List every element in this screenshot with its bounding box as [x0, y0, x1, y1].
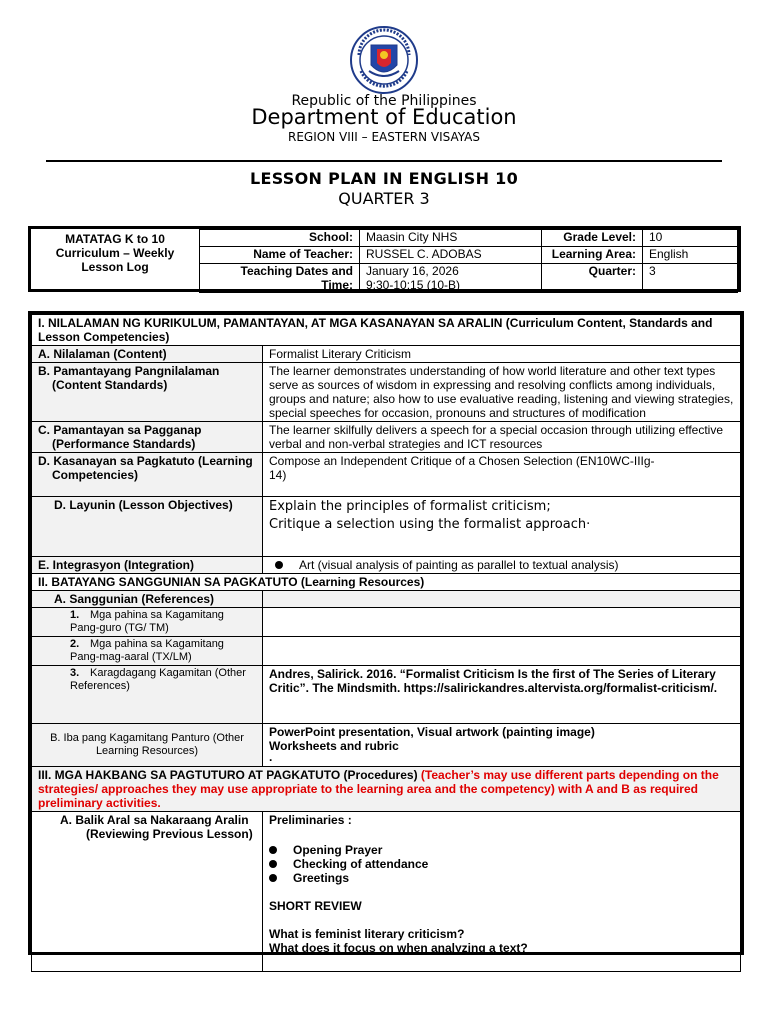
reference-2: [32, 637, 263, 666]
teaching-dates-label: Teaching Dates and Time:: [200, 264, 360, 293]
quarter-label: Quarter:: [542, 264, 643, 293]
other-resources-line-2: Worksheets and rubric: [269, 739, 399, 753]
other-resources-label: B. Iba pang Kagamitang Panturo (Other Learning Resources): [32, 724, 263, 767]
lesson-objectives-value: [263, 497, 741, 557]
bullet-icon: [269, 846, 277, 854]
review-label-text: A. Balik Aral sa Nakaraang Aralin (Reviewing Previous Lesson): [60, 813, 253, 841]
grade-level-value: 10: [643, 230, 738, 247]
reference-2-number: 2.: [70, 638, 80, 650]
review-question-1: What is feminist literary criticism?: [269, 927, 465, 941]
reference-3: [32, 666, 263, 724]
table-row: [32, 812, 741, 972]
prelim-item-3: Greetings: [293, 871, 350, 885]
teaching-date: January 16, 2026: [366, 264, 459, 278]
table-row: [32, 422, 741, 453]
references-label: A. Sanggunian (References): [32, 591, 263, 608]
quarter-value: 3: [643, 264, 738, 293]
table-row: [32, 637, 741, 666]
lesson-table-box: [28, 311, 744, 955]
section-3-title-main: III. MGA HAKBANG SA PAGTUTURO AT PAGKATUTO (Procedures): [38, 768, 421, 782]
reference-1-number: 1.: [70, 609, 80, 621]
section-3-header: [32, 767, 741, 812]
learning-competencies-text: Compose an Independent Critique of a Chosen Selection (EN10WC-IIIg-14): [269, 454, 655, 482]
section-1-header: [32, 315, 741, 346]
table-row: [32, 666, 741, 724]
content-label: A. Nilalaman (Content): [32, 346, 263, 363]
integration-text: Art (visual analysis of painting as parallel to textual analysis): [299, 558, 619, 572]
school-label: School:: [200, 230, 360, 247]
table-row: [32, 608, 741, 637]
list-item: [269, 843, 734, 857]
reference-1-value: [263, 608, 741, 637]
review-question-2: What does it focus on when analyzing a text?: [269, 941, 528, 955]
performance-standards-label: C. Pamantayan sa Pagganap (Performance Standards): [32, 422, 263, 453]
table-row: [32, 346, 741, 363]
table-row: [32, 557, 741, 574]
header-divider: [46, 160, 722, 162]
info-table: [31, 229, 738, 293]
review-label: [32, 812, 263, 972]
reference-1-label: Mga pahina sa Kagamitang Pang-guro (TG/ TM): [70, 609, 224, 634]
bullet-icon: [275, 561, 283, 569]
content-standards-label: B. Pamantayang Pangnilalaman (Content Standards): [32, 363, 263, 422]
teacher-label: Name of Teacher:: [200, 247, 360, 264]
learning-competencies-value: [263, 453, 741, 497]
list-item: [269, 871, 734, 885]
table-row: [32, 497, 741, 557]
short-review-heading: SHORT REVIEW: [269, 899, 362, 913]
section-2-header: [32, 574, 741, 591]
reference-3-number: 3.: [70, 667, 80, 679]
list-item: [269, 857, 734, 871]
lesson-plan-title: LESSON PLAN IN ENGLISH 10: [249, 169, 519, 188]
preliminaries-label: Preliminaries :: [269, 813, 352, 827]
section-3-title: [32, 767, 741, 812]
reference-3-label: Karagdagang Kagamitan (Other References): [70, 667, 246, 692]
deped-seal-icon: [347, 25, 421, 95]
content-standards-value: The learner demonstrates understanding of how world literature and other text types serve as sources of wisdom in expressing and resolving conflicts among individuals, groups and nature; also how to use evaluative reading, listening and viewing strategies, special speeches for occasion, pronouns and structures of modification: [263, 363, 741, 422]
prelim-item-1: Opening Prayer: [293, 843, 383, 857]
integration-value: [263, 557, 741, 574]
objective-2: Critique a selection using the formalist approach·: [269, 517, 591, 532]
references-value: [263, 591, 741, 608]
teacher-value: RUSSEL C. ADOBAS: [360, 247, 542, 264]
table-row: [32, 363, 741, 422]
teaching-dates-value: [360, 264, 542, 293]
content-value: Formalist Literary Criticism: [263, 346, 741, 363]
section-1-title: I. NILALAMAN NG KURIKULUM, PAMANTAYAN, AT MGA KASANAYAN SA ARALIN (Curriculum Content, Standards and Lesson Competencies): [32, 315, 741, 346]
objective-1: Explain the principles of formalist criticism;: [269, 499, 551, 514]
school-value: Maasin City NHS: [360, 230, 542, 247]
reference-1: [32, 608, 263, 637]
grade-level-label: Grade Level:: [542, 230, 643, 247]
learning-area-label: Learning Area:: [542, 247, 643, 264]
lesson-table: [31, 314, 741, 972]
other-resources-value: [263, 724, 741, 767]
quarter-title: QUARTER 3: [338, 189, 430, 208]
prelim-item-2: Checking of attendance: [293, 857, 429, 871]
teaching-time: 9:30-10:15 (10-B): [366, 278, 461, 292]
integration-label: E. Integrasyon (Integration): [32, 557, 263, 574]
bullet-icon: [269, 860, 277, 868]
performance-standards-value: The learner skilfully delivers a speech for a special occasion through utilizing effective verbal and non-verbal strategies and ICT resources: [263, 422, 741, 453]
other-resources-line-3: .: [269, 750, 273, 764]
section-3-title-note: (Teacher’s may use different parts depending on the strategies/ approaches they may use appropriate to the learning area and the competency) with A and B as required preliminary activities.: [38, 768, 719, 810]
learning-area-value: English: [643, 247, 738, 264]
table-row: [32, 724, 741, 767]
reference-3-value: Andres, Salirick. 2016. “Formalist Criticism Is the first of The Series of Literary Critic”. The Mindsmith. https://salirickandres.altervista.org/formalist-criticism/.: [263, 666, 741, 724]
matatag-label: MATATAG K to 10 Curriculum – Weekly Lesson Log: [31, 230, 200, 293]
other-resources-line-1: PowerPoint presentation, Visual artwork (painting image): [269, 725, 595, 739]
bullet-icon: [269, 874, 277, 882]
info-box: [28, 226, 741, 292]
learning-competencies-label: D. Kasanayan sa Pagkatuto (Learning Competencies): [32, 453, 263, 497]
department-name: Department of Education: [251, 105, 517, 129]
table-row: [32, 591, 741, 608]
reference-2-label: Mga pahina sa Kagamitang Pang-mag-aaral (TX/LM): [70, 638, 224, 663]
reference-2-value: [263, 637, 741, 666]
region-line: REGION VIII – EASTERN VISAYAS: [288, 130, 480, 144]
section-2-title: II. BATAYANG SANGGUNIAN SA PAGKATUTO (Learning Resources): [32, 574, 741, 591]
table-row: [32, 453, 741, 497]
republic-line: Republic of the Philippines: [291, 93, 477, 109]
lesson-objectives-label: D. Layunin (Lesson Objectives): [32, 497, 263, 557]
review-value: [263, 812, 741, 972]
